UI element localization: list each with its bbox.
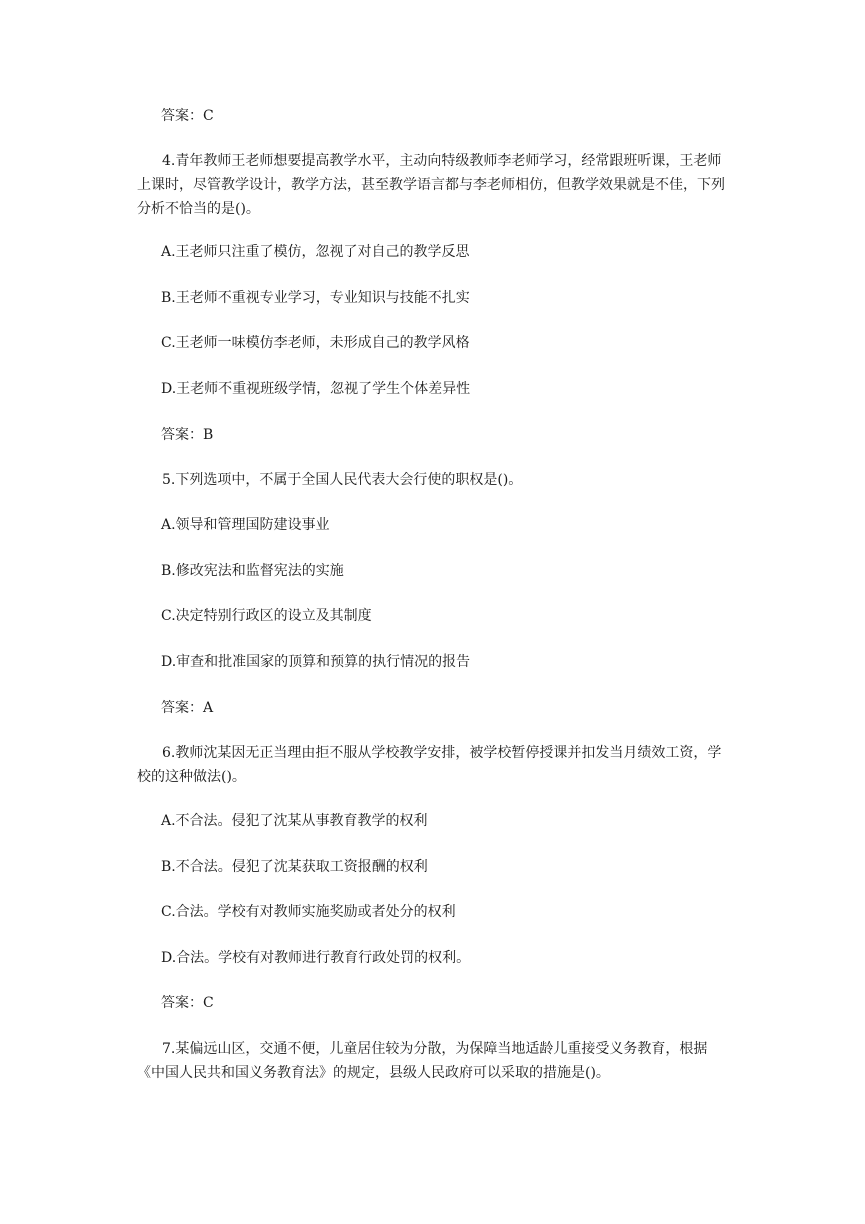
question-4-stem: 4.青年教师王老师想要提高教学水平，主动向特级教师李老师学习，经常跟班听课，王老师上课时，尽管教学设计，教学方法，甚至教学语言都与李老师相仿，但教学效果就是不佳，下列分析不恰当的是()。	[137, 153, 725, 217]
question-6-stem: 6.教师沈某因无正当理由拒不服从学校教学安排，被学校暂停授课并扣发当月绩效工资，学校的这种做法()。	[137, 745, 722, 785]
question-6-option-b: B.不合法。侵犯了沈某获取工资报酬的权利	[161, 859, 428, 875]
question-6-option-a: A.不合法。侵犯了沈某从事教育教学的权利	[161, 813, 428, 829]
question-4-option-b: B.王老师不重视专业学习，专业知识与技能不扎实	[161, 290, 470, 306]
question-5-stem: 5.下列选项中，不属于全国人民代表大会行使的职权是()。	[162, 472, 523, 488]
question-6-option-d: D.合法。学校有对教师进行教育行政处罚的权利。	[161, 950, 471, 966]
question-4-answer: 答案：B	[161, 427, 214, 443]
question-6-answer: 答案：C	[161, 995, 214, 1011]
question-4-option-c: C.王老师一味模仿李老师，未形成自己的教学风格	[161, 335, 470, 351]
question-7-stem: 7.某偏远山区，交通不便，儿童居住较为分散，为保障当地适龄儿重接受义务教育，根据《中国人民共和国义务教育法》的规定，县级人民政府可以采取的措施是()。	[137, 1041, 708, 1081]
question-5-option-a: A.领导和管理国防建设事业	[161, 517, 330, 533]
answer-previous: 答案：C	[161, 108, 214, 124]
question-4-option-d: D.王老师不重视班级学情，忽视了学生个体差异性	[161, 381, 471, 397]
question-5-answer: 答案：A	[161, 700, 214, 716]
question-5-option-b: B.修改宪法和监督宪法的实施	[161, 563, 344, 579]
question-6-option-c: C.合法。学校有对教师实施奖励或者处分的权利	[161, 904, 456, 920]
question-4-option-a: A.王老师只注重了模仿，忽视了对自己的教学反思	[161, 244, 470, 260]
question-5-option-c: C.决定特别行政区的设立及其制度	[161, 608, 372, 624]
question-5-option-d: D.审查和批准国家的顶算和预算的执行情况的报告	[161, 654, 471, 670]
